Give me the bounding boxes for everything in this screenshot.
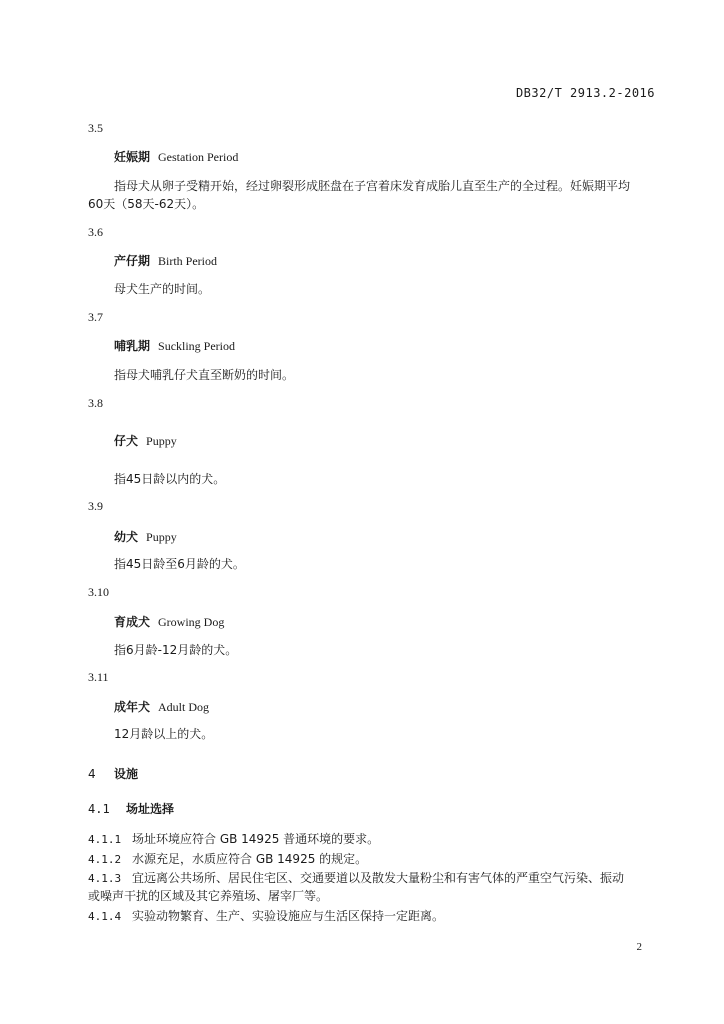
term-en: Suckling Period [158,339,236,353]
clause-4-1-1 [88,830,379,847]
clause-number-3-7: 3.7 [88,310,103,324]
clause-number: 4.1.1 [88,833,122,846]
clause-number-3-11: 3.11 [88,670,109,684]
clause-text: 场址环境应符合 GB 14925 普通环境的要求。 [132,832,380,846]
clause-text: 宜远离公共场所、居民住宅区、交通要道以及散发大量粉尘和有害气体的严重空气污染、振动 [132,871,625,885]
definition-gestation-period: 指母犬从卵子受精开始，经过卵裂形成胚盘在子宫着床发育成胎儿直至生产的全过程。妊娠期平均 [114,179,631,193]
term-suckling-period [114,337,235,354]
clause-number-3-5: 3.5 [88,121,103,135]
term-puppy-newborn [114,432,177,449]
section-title: 设施 [114,767,139,781]
clause-4-1-4 [88,907,444,924]
term-zh: 哺乳期 [114,339,151,353]
definition-puppy-newborn: 指45日龄以内的犬。 [114,472,226,486]
term-zh: 成年犬 [114,700,151,714]
term-en: Growing Dog [158,615,225,629]
clause-4-1-3 [88,869,624,886]
document-code-header: DB32/T 2913.2-2016 [515,86,655,100]
term-birth-period [114,252,217,269]
clause-number: 4.1.3 [88,872,122,885]
term-gestation-period [114,148,238,165]
clause-number-3-10: 3.10 [88,585,109,599]
clause-number: 4.1.4 [88,910,122,923]
term-growing-dog [114,613,224,630]
clause-number-3-8: 3.8 [88,396,103,410]
clause-number-3-9: 3.9 [88,499,103,513]
section-number: 4 [88,767,96,781]
subsection-title: 场址选择 [126,802,175,816]
clause-number: 4.1.2 [88,853,122,866]
term-en: Puppy [146,530,177,544]
subsection-heading-site-selection [88,800,174,817]
definition-growing-dog: 指6月龄-12月龄的犬。 [114,643,238,657]
term-zh: 仔犬 [114,434,139,448]
term-puppy-young [114,528,177,545]
term-en: Gestation Period [158,150,239,164]
section-heading-facilities [88,765,138,782]
term-zh: 妊娠期 [114,150,151,164]
definition-gestation-period-cont: 60天（58天-62天）。 [88,197,205,211]
term-zh: 育成犬 [114,615,151,629]
term-zh: 产仔期 [114,254,151,268]
definition-birth-period: 母犬生产的时间。 [114,282,211,296]
term-en: Adult Dog [158,700,210,714]
clause-4-1-3-cont: 或噪声干扰的区域及其它养殖场、屠宰厂等。 [88,889,329,903]
subsection-number: 4.1 [88,802,110,816]
definition-puppy-young: 指45日龄至6月龄的犬。 [114,557,245,571]
definition-adult-dog: 12月龄以上的犬。 [114,727,214,741]
clause-text: 水源充足，水质应符合 GB 14925 的规定。 [132,852,368,866]
term-en: Birth Period [158,254,218,268]
term-adult-dog [114,698,209,715]
term-en: Puppy [146,434,177,448]
term-zh: 幼犬 [114,530,139,544]
clause-text: 实验动物繁育、生产、实验设施应与生活区保持一定距离。 [132,909,445,923]
clause-number-3-6: 3.6 [88,225,103,239]
definition-suckling-period: 指母犬哺乳仔犬直至断奶的时间。 [114,368,295,382]
clause-4-1-2 [88,850,367,867]
page-number: 2 [636,941,642,953]
